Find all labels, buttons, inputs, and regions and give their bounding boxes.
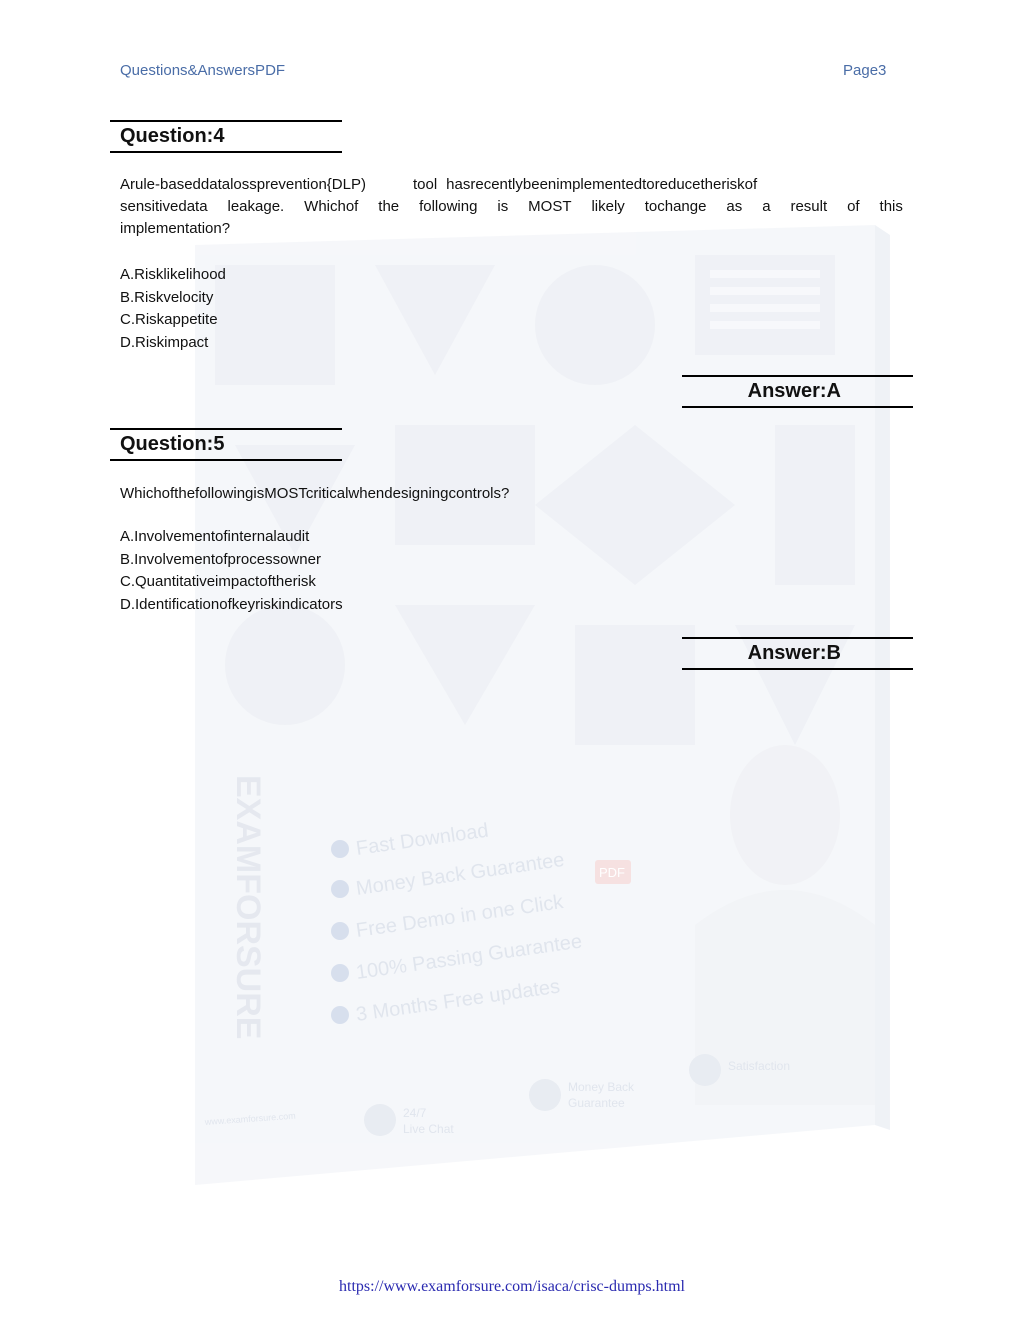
question-word: the xyxy=(378,198,400,215)
question-word: leakage. xyxy=(227,198,285,215)
question-text: WhichofthefollowingisMOSTcriticalwhendesigningcontrols? xyxy=(120,485,510,502)
header-page-number: Page3 xyxy=(843,62,887,79)
option-a: A.Risklikelihood xyxy=(120,266,226,283)
question-title: Question:5 xyxy=(120,433,225,455)
option-c: C.Quantitativeimpactoftherisk xyxy=(120,573,316,590)
watermark-badge-text: Live Chat xyxy=(403,1122,454,1136)
watermark-feature: 3 Months Free updates xyxy=(354,975,562,1026)
watermark-badge-text: Guarantee xyxy=(568,1096,625,1110)
question-word: following xyxy=(419,198,478,215)
question-word: is xyxy=(497,198,509,215)
question-word: MOST xyxy=(528,198,572,215)
header-title: Questions&AnswersPDF xyxy=(120,62,286,79)
question-word: this xyxy=(879,198,903,215)
question-word: Arule-baseddatalossprevention{DLP) xyxy=(120,176,366,193)
footer-url[interactable]: https://www.examforsure.com/isaca/crisc-dumps.html xyxy=(339,1278,685,1295)
question-word: likely xyxy=(591,198,625,215)
option-c: C.Riskappetite xyxy=(120,311,218,328)
question-word: Whichof xyxy=(304,198,359,215)
question-word: result xyxy=(790,198,828,215)
answer-label: Answer:B xyxy=(747,642,841,664)
question-word: tool xyxy=(412,176,438,193)
answer-heading xyxy=(682,637,913,670)
watermark-brand: EXAMFORSURE xyxy=(229,775,267,1040)
question-word: a xyxy=(762,198,771,215)
answer-heading xyxy=(682,375,913,408)
question-word: of xyxy=(847,198,860,215)
option-d: D.Identificationofkeyriskindicators xyxy=(120,595,343,613)
question-title: Question:4 xyxy=(120,125,225,147)
question-word: hasrecentlybeenimplementedtoreducetheriskof xyxy=(446,176,758,193)
question-word: as xyxy=(726,198,743,215)
question-heading xyxy=(110,120,342,153)
watermark-feature: 100% Passing Guarantee xyxy=(354,930,584,984)
question-word: sensitivedata xyxy=(120,198,208,215)
answer-options xyxy=(120,264,226,354)
watermark-feature: Free Demo in one Click xyxy=(354,891,565,942)
answer-options xyxy=(120,526,343,616)
watermark-badge-text: 24/7 xyxy=(403,1106,427,1120)
option-b: B.Involvementofprocessowner xyxy=(120,550,321,568)
watermark-pdf-badge: PDF xyxy=(599,865,625,880)
watermark-site: www.examforsure.com xyxy=(204,1110,296,1127)
watermark-badge-text: Money Back xyxy=(568,1080,635,1094)
question-heading xyxy=(110,428,342,461)
question-text-last-line: implementation? xyxy=(120,220,231,237)
watermark-feature: Fast Download xyxy=(354,819,490,860)
watermark-feature: Money Back Guarantee xyxy=(354,848,566,900)
option-d: D.Riskimpact xyxy=(120,333,209,351)
question-text xyxy=(120,174,903,240)
answer-label: Answer:A xyxy=(747,380,841,402)
option-a: A.Involvementofinternalaudit xyxy=(120,528,310,545)
watermark-badge-text: Satisfaction xyxy=(728,1059,791,1073)
option-b: B.Riskvelocity xyxy=(120,288,214,306)
question-word: tochange xyxy=(644,198,707,215)
